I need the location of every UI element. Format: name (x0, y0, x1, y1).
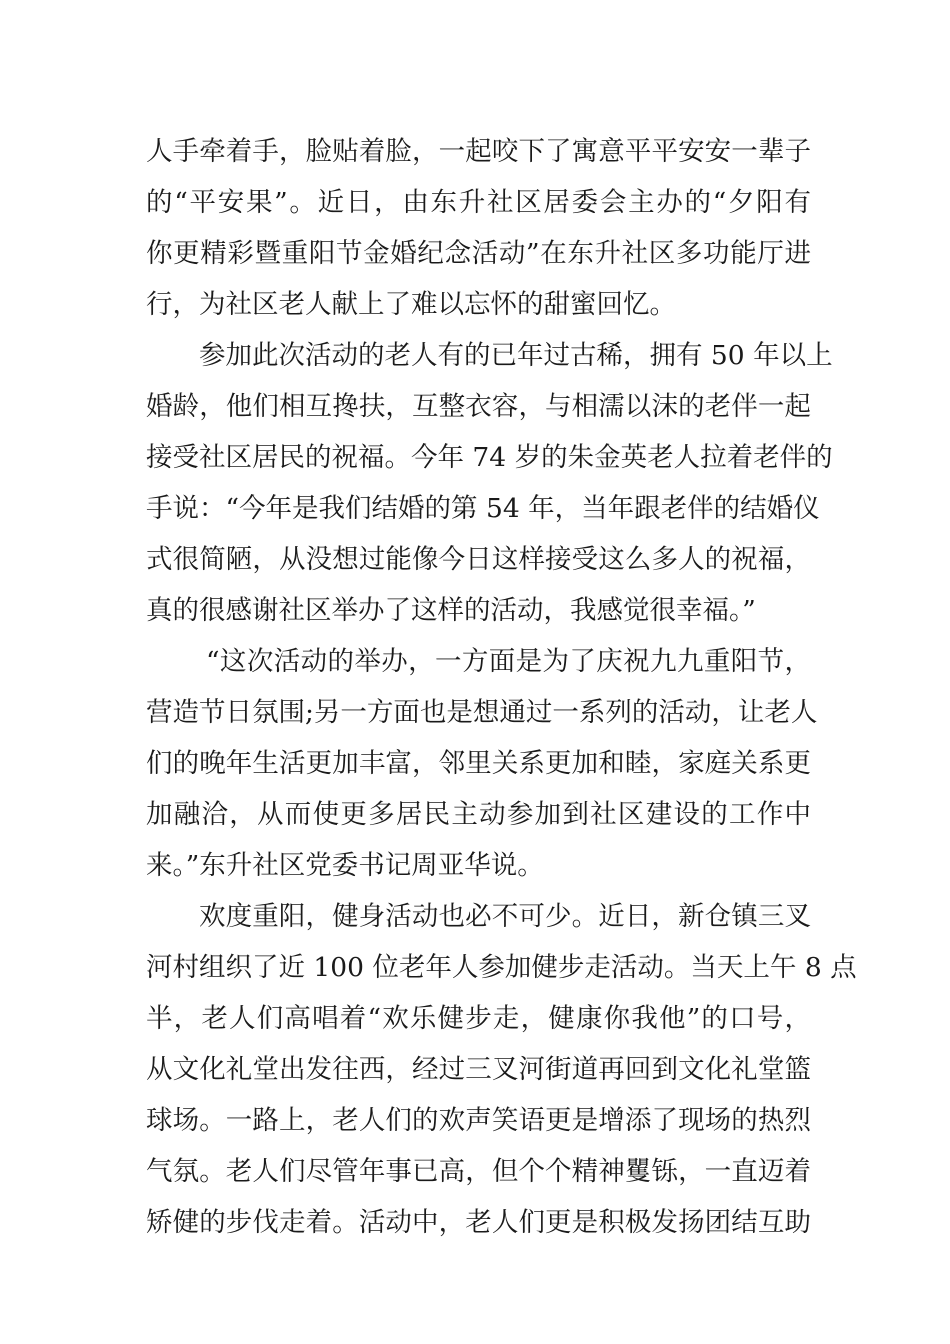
text-line: 球场。一路上，老人们的欢声笑语更是增添了现场的热烈 (146, 1105, 811, 1136)
text-line: 从文化礼堂出发往西，经过三叉河街道再回到文化礼堂篮 (146, 1054, 811, 1085)
text-line: 们的晚年生活更加丰富，邻里关系更加和睦，家庭关系更 (146, 748, 811, 779)
text-line: 河村组织了近 100 位老年人参加健步走活动。当天上午 8 点 (146, 952, 857, 983)
text-line: 接受社区居民的祝福。今年 74 岁的朱金英老人拉着老伴的 (146, 442, 833, 473)
text-line: 来。”东升社区党委书记周亚华说。 (146, 850, 544, 881)
text-line: 气氛。老人们尽管年事已高，但个个精神矍铄，一直迈着 (146, 1156, 811, 1187)
text-line: 真的很感谢社区举办了这样的活动，我感觉很幸福。” (146, 595, 756, 626)
text-line: 行，为社区老人献上了难以忘怀的甜蜜回忆。 (146, 289, 676, 320)
text-line: 式很简陋，从没想过能像今日这样接受这么多人的祝福， (146, 544, 811, 575)
text-line: 半，老人们高唱着“欢乐健步走，健康你我他”的口号， (146, 1003, 811, 1034)
text-line: 人手牵着手，脸贴着脸，一起咬下了寓意平平安安一辈子 (146, 136, 811, 167)
text-line: 手说：“今年是我们结婚的第 54 年，当年跟老伴的结婚仪 (146, 493, 820, 524)
text-line: 营造节日氛围;另一方面也是想通过一系列的活动，让老人 (146, 697, 818, 728)
text-line: 的“平安果”。近日，由东升社区居委会主办的“夕阳有 (146, 187, 811, 218)
text-line: 矫健的步伐走着。活动中，老人们更是积极发扬团结互助 (146, 1207, 811, 1238)
text-line: 你更精彩暨重阳节金婚纪念活动”在东升社区多功能厅进 (146, 238, 811, 269)
paragraph-first-line: 欢度重阳，健身活动也必不可少。近日，新仓镇三叉 (199, 901, 811, 932)
paragraph-first-line: “这次活动的举办，一方面是为了庆祝九九重阳节， (206, 646, 811, 677)
text-line: 加融洽，从而使更多居民主动参加到社区建设的工作中 (146, 799, 811, 830)
text-line: 婚龄，他们相互搀扶，互整衣容，与相濡以沫的老伴一起 (146, 391, 811, 422)
paragraph-first-line: 参加此次活动的老人有的已年过古稀，拥有 50 年以上 (199, 340, 833, 371)
article-body (146, 126, 857, 1248)
